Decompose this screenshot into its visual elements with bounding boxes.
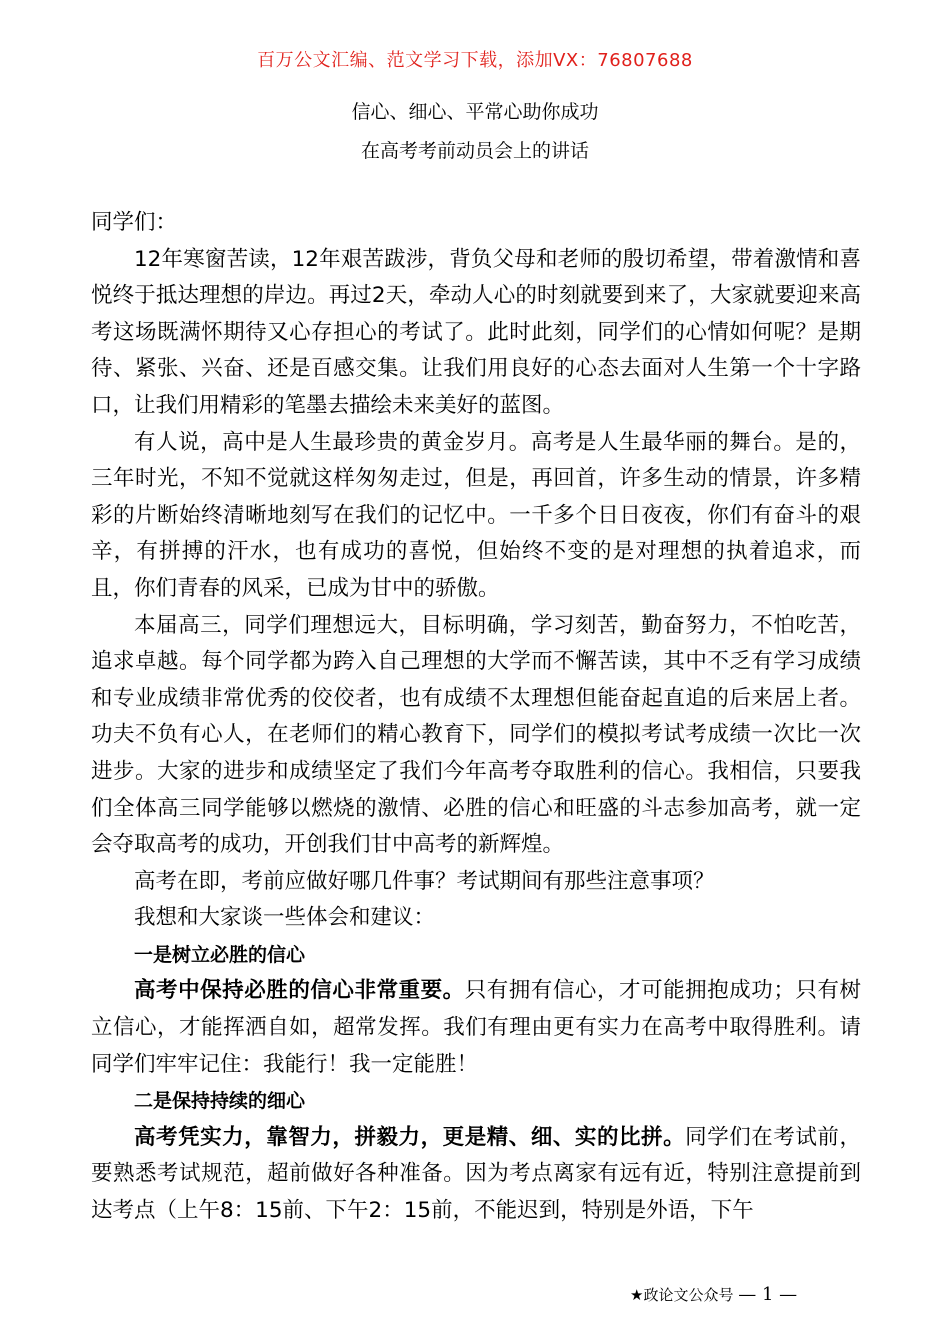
emphasis-lead: 高考凭实力，靠智力，拼毅力，更是精、细、实的比拼。 — [134, 1124, 686, 1150]
watermark-banner: 百万公文汇编、范文学习下载，添加VX：76807688 — [257, 50, 693, 71]
paragraph: 高考在即，考前应做好哪几件事？考试期间有那些注意事项？ — [134, 868, 715, 894]
page-footer — [630, 1285, 797, 1305]
paragraph — [91, 1120, 861, 1230]
footer-source: ★政论文公众号 — [630, 1286, 734, 1304]
salutation: 同学们： — [91, 210, 178, 235]
emphasis-lead: 高考中保持必胜的信心非常重要。 — [134, 978, 465, 1004]
paragraph: 有人说，高中是人生最珍贵的黄金岁月。高考是人生最华丽的舞台。是的，三年时光，不知不觉就这样匆匆走过，但是，再回首，许多生动的情景，许多精彩的片断始终清晰地刻写在我们的记忆中。一千多个日日夜夜，你们有奋斗的艰辛，有拼搏的汗水，也有成功的喜悦，但始终不变的是对理想的执着追求，而且，你们青春的风采，已成为甘中的骄傲。 — [91, 429, 861, 601]
paragraph-body: 同学们在考试前，要熟悉考试规范，超前做好各种准备。因为考点离家有远有近，特别注意提前到达考点（上午8：15前、下午2：15前，不能迟到，特别是外语，下午 — [91, 1124, 861, 1224]
paragraph-body: 只有拥有信心，才可能拥抱成功；只有树立信心，才能挥洒自如，超常发挥。我们有理由更有实力在高考中取得胜利。请同学们牢牢记住：我能行！我一定能胜！ — [91, 978, 861, 1077]
paragraph: 我想和大家谈一些体会和建议： — [134, 905, 436, 931]
paragraph: 本届高三，同学们理想远大，目标明确，学习刻苦，勤奋努力，不怕吃苦，追求卓越。每个同学都为跨入自己理想的大学而不懈苦读，其中不乏有学习成绩和专业成绩非常优秀的佼佼者，也有成绩不太理想但能奋起直追的后来居上者。功夫不负有心人，在老师们的精心教育下，同学们的模拟考试考成绩一次比一次进步。大家的进步和成绩坚定了我们今年高考夺取胜利的信心。我相信，只要我们全体高三同学能够以燃烧的激情、必胜的信心和旺盛的斗志参加高考，就一定会夺取高考的成功，开创我们甘中高考的新辉煌。 — [91, 612, 861, 858]
paragraph — [91, 973, 861, 1083]
page-number: — 1 — — [738, 1284, 798, 1305]
document-subtitle: 在高考考前动员会上的讲话 — [360, 140, 589, 162]
paragraph: 12年寒窗苦读，12年艰苦跋涉，背负父母和老师的殷切希望，带着激情和喜悦终于抵达理想的岸边。再过2天，牵动人心的时刻就要到来了，大家就要迎来高考这场既满怀期待又心存担心的考试了。此时此刻，同学们的心情如何呢？是期待、紧张、兴奋、还是百感交集。让我们用良好的心态去面对人生第一个十字路口，让我们用精彩的笔墨去描绘未来美好的蓝图。 — [91, 246, 861, 418]
section-heading: 二是保持持续的细心 — [134, 1090, 306, 1113]
document-body — [91, 205, 861, 1230]
document-title: 信心、细心、平常心助你成功 — [351, 101, 599, 123]
section-heading: 一是树立必胜的信心 — [134, 943, 306, 966]
